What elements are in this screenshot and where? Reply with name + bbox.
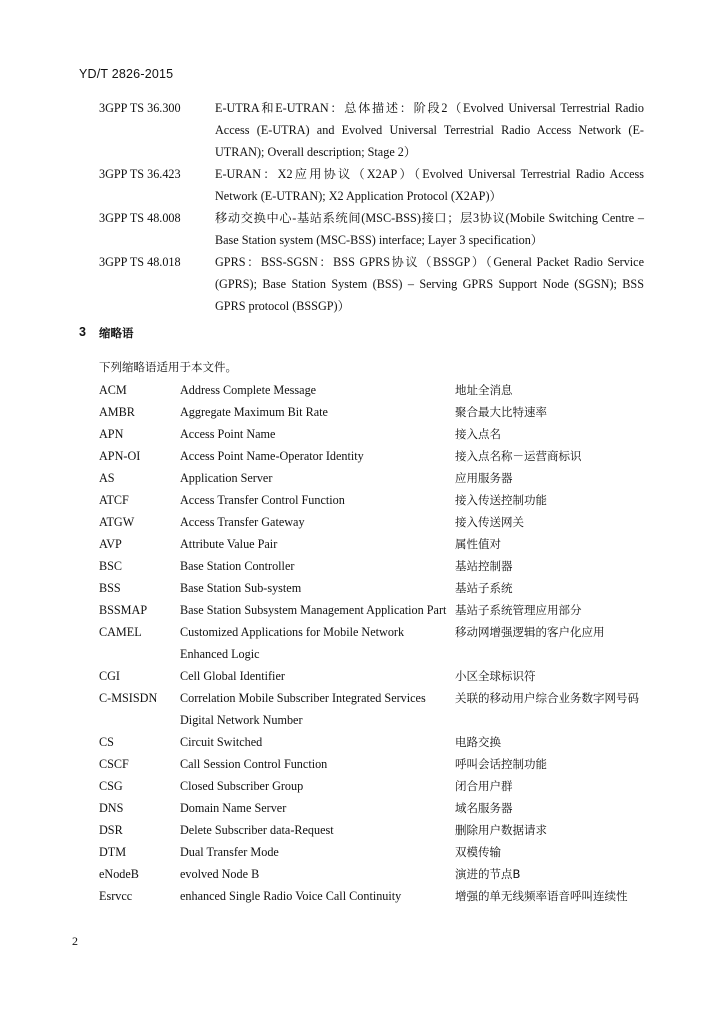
reference-title: 移动交换中心-基站系统间(MSC-BSS)接口；层3协议(Mobile Switching Centre – Base Station system (MSC-BSS) interface; Layer 3 specification） xyxy=(215,211,644,247)
abbreviation-row xyxy=(99,555,649,577)
abbreviation-chinese: 属性值对 xyxy=(455,537,501,551)
abbreviation-chinese: 演进的节点B xyxy=(455,867,521,881)
abbreviation-chinese: 基站子系统 xyxy=(455,581,513,595)
abbreviation-code: AVP xyxy=(99,537,122,551)
abbreviation-english: Closed Subscriber Group xyxy=(180,779,304,793)
abbreviation-english: Delete Subscriber data-Request xyxy=(180,823,334,837)
abbreviation-table xyxy=(99,379,649,907)
abbreviation-row xyxy=(99,819,649,841)
abbreviation-chinese: 接入传送网关 xyxy=(455,515,524,529)
reference-entry xyxy=(99,251,644,317)
reference-entry xyxy=(99,97,644,163)
abbreviation-code: BSS xyxy=(99,581,121,595)
abbreviation-row xyxy=(99,467,649,489)
abbreviation-row xyxy=(99,401,649,423)
abbreviation-code: CS xyxy=(99,735,114,749)
abbreviation-chinese: 移动网增强逻辑的客户化应用 xyxy=(455,625,605,639)
abbreviation-row xyxy=(99,577,649,599)
abbreviation-row xyxy=(99,599,649,621)
abbreviation-chinese: 关联的移动用户综合业务数字网号码 xyxy=(455,691,639,705)
abbreviation-row xyxy=(99,687,649,731)
abbreviation-row xyxy=(99,511,649,533)
abbreviation-row xyxy=(99,731,649,753)
abbreviation-code: DSR xyxy=(99,823,123,837)
abbreviation-row xyxy=(99,797,649,819)
abbreviation-code: AMBR xyxy=(99,405,135,419)
abbreviation-code: DNS xyxy=(99,801,124,815)
abbreviation-code: CSCF xyxy=(99,757,129,771)
reference-code: 3GPP TS 36.300 xyxy=(99,101,181,115)
abbreviation-english: Base Station Sub-system xyxy=(180,581,302,595)
reference-code: 3GPP TS 36.423 xyxy=(99,167,181,181)
abbreviation-code: ACM xyxy=(99,383,127,397)
abbreviation-row xyxy=(99,841,649,863)
abbreviation-code: BSSMAP xyxy=(99,603,148,617)
abbreviation-english: Access Point Name xyxy=(180,427,276,441)
reference-list xyxy=(99,97,644,317)
abbreviation-row xyxy=(99,379,649,401)
section-heading xyxy=(79,325,134,341)
reference-entry xyxy=(99,163,644,207)
abbreviation-row xyxy=(99,863,649,885)
reference-title: E-URAN：X2应用协议（X2AP）（Evolved Universal Terrestrial Radio Access Network (E-UTRAN); X2 Application Protocol (X2AP)） xyxy=(215,167,644,203)
abbreviation-chinese: 基站子系统管理应用部分 xyxy=(455,603,582,617)
abbreviation-english: Call Session Control Function xyxy=(180,757,328,771)
document-id-header: YD/T 2826-2015 xyxy=(79,67,174,81)
abbreviation-chinese: 双模传输 xyxy=(455,845,501,859)
abbreviation-english: Access Transfer Gateway xyxy=(180,515,305,529)
abbreviation-code: BSC xyxy=(99,559,123,573)
abbreviation-chinese: 呼叫会话控制功能 xyxy=(455,757,547,771)
abbreviation-english: Base Station Controller xyxy=(180,559,295,573)
abbreviation-code: CSG xyxy=(99,779,123,793)
abbreviation-english: evolved Node B xyxy=(180,867,260,881)
abbreviation-code: C-MSISDN xyxy=(99,691,158,705)
abbreviation-chinese: 接入点名 xyxy=(455,427,501,441)
page-number: 2 xyxy=(72,934,78,948)
abbreviation-row xyxy=(99,775,649,797)
abbreviation-code: AS xyxy=(99,471,115,485)
reference-code: 3GPP TS 48.018 xyxy=(99,255,181,269)
abbreviation-chinese: 域名服务器 xyxy=(455,801,513,815)
abbreviation-chinese: 接入传送控制功能 xyxy=(455,493,547,507)
reference-title: E-UTRA和E-UTRAN：总体描述：阶段2（Evolved Universal Terrestrial Radio Access (E-UTRA) and Evolved Universal Terrestrial Radio Access Network (E-UTRAN); Overall description; Stage 2） xyxy=(215,101,644,159)
abbreviation-row xyxy=(99,621,649,665)
abbreviation-code: DTM xyxy=(99,845,127,859)
abbreviation-code: Esrvcc xyxy=(99,889,133,903)
abbreviation-code: ATGW xyxy=(99,515,135,529)
abbreviation-english: Access Point Name-Operator Identity xyxy=(180,449,364,463)
abbreviation-english: Correlation Mobile Subscriber Integrated Services Digital Network Number xyxy=(180,691,426,727)
abbreviation-english: Access Transfer Control Function xyxy=(180,493,345,507)
abbreviation-chinese: 聚合最大比特速率 xyxy=(455,405,547,419)
section-intro: 下列缩略语适用于本文件。 xyxy=(99,360,237,374)
abbreviation-english: Aggregate Maximum Bit Rate xyxy=(180,405,328,419)
abbreviation-chinese: 基站控制器 xyxy=(455,559,513,573)
abbreviation-row xyxy=(99,533,649,555)
abbreviation-chinese: 接入点名称－运营商标识 xyxy=(455,449,582,463)
abbreviation-row xyxy=(99,445,649,467)
abbreviation-row xyxy=(99,885,649,907)
reference-entry xyxy=(99,207,644,251)
section-number: 3 xyxy=(79,325,86,339)
abbreviation-chinese: 地址全消息 xyxy=(455,383,513,397)
abbreviation-chinese: 闭合用户群 xyxy=(455,779,513,793)
abbreviation-chinese: 删除用户数据请求 xyxy=(455,823,547,837)
abbreviation-chinese: 增强的单无线频率语音呼叫连续性 xyxy=(455,889,628,903)
abbreviation-chinese: 电路交换 xyxy=(455,735,501,749)
abbreviation-row xyxy=(99,489,649,511)
reference-title: GPRS：BSS-SGSN：BSS GPRS协议（BSSGP）（General Packet Radio Service (GPRS); Base Station System (BSS) – Serving GPRS Support Node (SGSN); BSS GPRS protocol (BSSGP)） xyxy=(215,255,644,313)
abbreviation-code: CAMEL xyxy=(99,625,142,639)
abbreviation-english: Base Station Subsystem Management Application Part xyxy=(180,603,447,617)
abbreviation-english: Cell Global Identifier xyxy=(180,669,285,683)
section-title: 缩略语 xyxy=(99,326,134,340)
abbreviation-row xyxy=(99,423,649,445)
abbreviation-english: Address Complete Message xyxy=(180,383,317,397)
abbreviation-english: Attribute Value Pair xyxy=(180,537,278,551)
abbreviation-chinese: 小区全球标识符 xyxy=(455,669,536,683)
abbreviation-row xyxy=(99,753,649,775)
abbreviation-code: APN xyxy=(99,427,124,441)
abbreviation-english: Application Server xyxy=(180,471,273,485)
abbreviation-chinese: 应用服务器 xyxy=(455,471,513,485)
abbreviation-english: enhanced Single Radio Voice Call Continuity xyxy=(180,889,402,903)
abbreviation-english: Circuit Switched xyxy=(180,735,263,749)
reference-code: 3GPP TS 48.008 xyxy=(99,211,181,225)
abbreviation-english: Dual Transfer Mode xyxy=(180,845,279,859)
abbreviation-code: eNodeB xyxy=(99,867,139,881)
abbreviation-code: APN-OI xyxy=(99,449,141,463)
abbreviation-code: CGI xyxy=(99,669,120,683)
abbreviation-english: Domain Name Server xyxy=(180,801,287,815)
abbreviation-english: Customized Applications for Mobile Network Enhanced Logic xyxy=(180,625,405,661)
abbreviation-row xyxy=(99,665,649,687)
abbreviation-code: ATCF xyxy=(99,493,129,507)
